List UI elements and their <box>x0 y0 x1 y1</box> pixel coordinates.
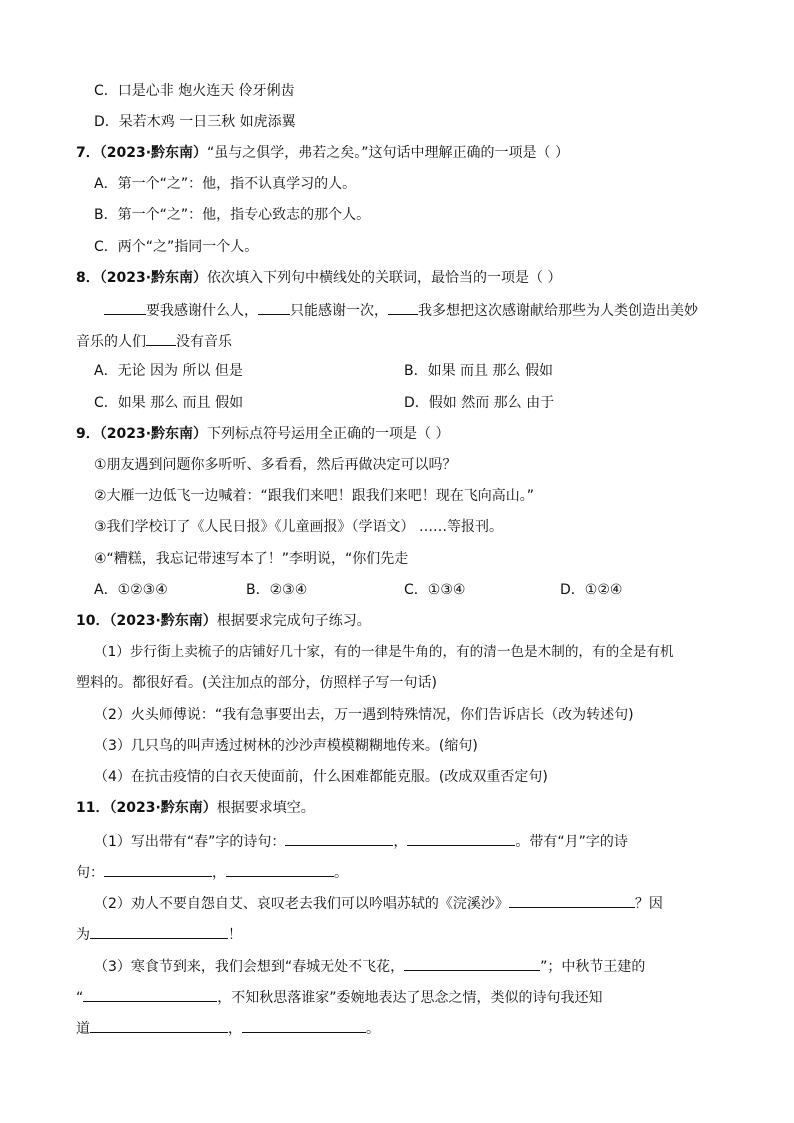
q11-text-part: ？因 <box>634 896 663 912</box>
q8-option-b: B．如果 而且 那么 假如 <box>404 363 553 379</box>
answer-blank[interactable] <box>404 955 540 971</box>
q11-text-part: 句： <box>76 865 104 881</box>
q8-source: （2023·黔东南） <box>99 270 208 286</box>
answer-blank[interactable] <box>146 330 176 346</box>
q8-option-d: D．假如 然而 那么 由于 <box>404 395 555 411</box>
q11-number: 11． <box>76 800 110 816</box>
answer-blank[interactable] <box>83 986 217 1002</box>
q9-item-3: ③我们学校订了《人民日报》《儿童画报》（学语文） ……等报刊。 <box>94 519 503 535</box>
q10-item-4: （4）在抗击疫情的白衣天使面前，什么困难都能克服。(改成双重否定句) <box>94 769 548 785</box>
q11-item-3-line1 <box>94 955 645 977</box>
answer-blank[interactable] <box>258 299 290 315</box>
q11-text-part: 为 <box>76 927 90 943</box>
q11-text-part: （3）寒食节到来，我们会想到“春城无处不飞花， <box>94 959 405 975</box>
q11-item-3-line2 <box>76 986 603 1008</box>
q11-text-part: 道 <box>76 1021 90 1037</box>
answer-blank[interactable] <box>407 830 515 846</box>
q8-number: 8． <box>76 270 100 286</box>
q9-item-2: ②大雁一边低飞一边喊着：“跟我们来吧！跟我们来吧！现在飞向高山。” <box>94 488 535 504</box>
q8-sentence-part: 我多想把这次感谢献给那些为人类创造出美妙 <box>418 303 698 319</box>
answer-blank[interactable] <box>104 299 146 315</box>
q6-option-c: C．口是心非 炮火连天 伶牙俐齿 <box>94 83 295 99</box>
q11-stem <box>76 798 315 818</box>
q11-text-part: ， <box>228 1021 242 1037</box>
q9-text: 下列标点符号运用全正确的一项是（ ） <box>207 426 450 442</box>
answer-blank[interactable] <box>388 299 418 315</box>
q9-option-d: D．①②④ <box>560 582 623 598</box>
q11-text-part: ，不知秋思落谁家”委婉地表达了思念之情，类似的诗句我还知 <box>217 990 603 1006</box>
q11-text-part: （1）写出带有“春”字的诗句： <box>94 834 286 850</box>
q8-option-a: A．无论 因为 所以 但是 <box>94 363 243 379</box>
q11-text-part: 。 <box>334 865 348 881</box>
q7-number: 7． <box>76 145 100 161</box>
q8-sentence-part: 要我感谢什么人， <box>146 303 258 319</box>
q9-stem <box>76 424 450 444</box>
answer-blank[interactable] <box>90 1017 228 1033</box>
q11-text-part: ！ <box>228 927 242 943</box>
q11-item-2-line2 <box>76 923 242 945</box>
q8-text: 依次填入下列句中横线处的关联词，最恰当的一项是（ ） <box>207 270 562 286</box>
q11-text-part: 。 <box>366 1021 380 1037</box>
q7-stem <box>76 143 569 163</box>
q8-sentence-part: 只能感谢一次， <box>290 303 388 319</box>
q11-text-part: ， <box>393 834 408 850</box>
q9-source: （2023·黔东南） <box>99 426 208 442</box>
q10-number: 10． <box>76 613 110 629</box>
q9-option-b: B．②③④ <box>246 582 308 598</box>
q11-item-3-line3 <box>76 1017 380 1039</box>
q8-sentence-line1 <box>104 299 698 321</box>
answer-blank[interactable] <box>509 892 635 908</box>
q11-text-part: ， <box>212 865 226 881</box>
q11-text-part: “ <box>76 990 84 1006</box>
answer-blank[interactable] <box>104 861 212 877</box>
q11-item-1-line1 <box>94 830 628 852</box>
q11-text-part: （2）劝人不要自怨自艾、哀叹老去我们可以吟唱苏轼的《浣溪沙》 <box>94 896 509 912</box>
q6-option-d: D．呆若木鸡 一日三秋 如虎添翼 <box>94 114 296 130</box>
answer-blank[interactable] <box>226 861 334 877</box>
q8-sentence-line2 <box>76 330 232 352</box>
q8-option-c: C．如果 那么 而且 假如 <box>94 395 244 411</box>
q8-sentence-part: 音乐的人们 <box>76 334 146 350</box>
q11-text-part: ”；中秋节王建的 <box>540 959 646 975</box>
answer-blank[interactable] <box>90 923 228 939</box>
q7-option-b: B．第一个“之”：他，指专心致志的那个人。 <box>94 207 371 223</box>
q9-item-4: ④“糟糕，我忘记带速写本了！”李明说，“你们先走 <box>94 551 409 567</box>
q10-item-2: （2）火头师傅说：“我有急事要出去，万一遇到特殊情况，你们告诉店长（改为转述句) <box>94 707 634 723</box>
q10-item-3: （3）几只鸟的叫声透过树林的沙沙声模模糊糊地传来。(缩句) <box>94 738 478 754</box>
q11-item-1-line2 <box>76 861 348 883</box>
q10-text: 根据要求完成句子练习。 <box>216 613 371 629</box>
q11-text: 根据要求填空。 <box>216 800 315 816</box>
q7-source: （2023·黔东南） <box>99 145 208 161</box>
q7-text: “虽与之俱学，弗若之矣。”这句话中理解正确的一项是（ ） <box>207 145 570 161</box>
q10-item-1-line2: 塑料的。都很好看。(关注加点的部分，仿照样子写一句话) <box>76 675 437 691</box>
q11-item-2-line1 <box>94 892 663 914</box>
q8-sentence-part: 没有音乐 <box>176 334 232 350</box>
answer-blank[interactable] <box>285 830 393 846</box>
q9-item-1: ①朋友遇到问题你多听听、多看看，然后再做决定可以吗？ <box>94 457 457 473</box>
q10-stem <box>76 611 371 631</box>
q10-source: （2023·黔东南） <box>109 613 217 629</box>
answer-blank[interactable] <box>242 1017 366 1033</box>
q7-option-a: A．第一个“之”：他，指不认真学习的人。 <box>94 176 357 192</box>
q7-option-c: C．两个“之”指同一个人。 <box>94 239 259 255</box>
q9-option-c: C．①③④ <box>404 582 466 598</box>
q10-item-1-line1: （1）步行街上卖梳子的店铺好几十家，有的一律是牛角的，有的清一色是木制的，有的全是有机 <box>94 644 674 660</box>
q11-text-part: 。带有“月”字的诗 <box>515 834 628 850</box>
q11-source: （2023·黔东南） <box>109 800 217 816</box>
q9-option-a: A．①②③④ <box>94 582 168 598</box>
q9-number: 9． <box>76 426 100 442</box>
q8-stem <box>76 268 562 288</box>
